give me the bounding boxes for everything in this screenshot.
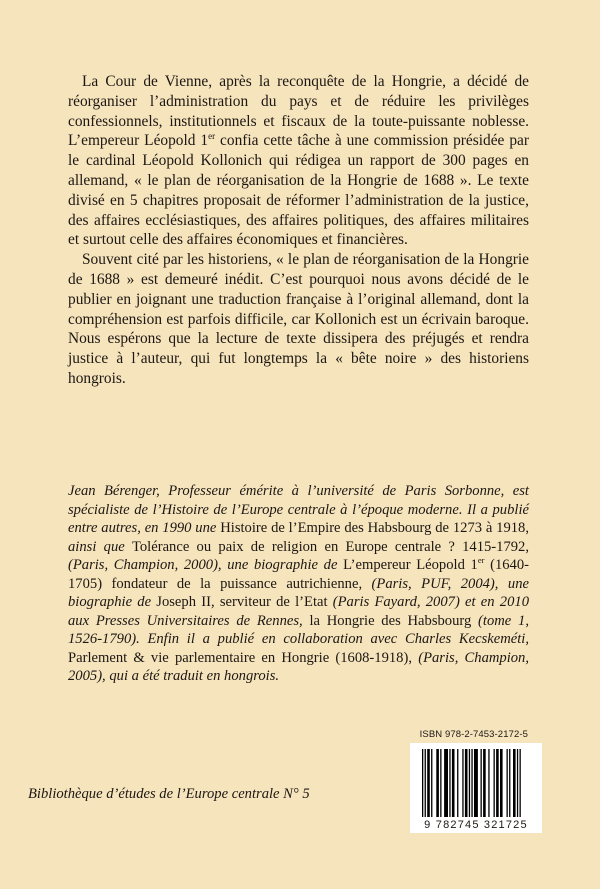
barcode-bar	[462, 749, 463, 817]
bio-text: (Paris Fayard, 2007) et en 2010 aux Presses Universitaires de Rennes,	[68, 594, 529, 629]
book-title: Parlement & vie parlementaire en Hongrie (1608-1918),	[68, 649, 412, 666]
barcode-bar	[513, 749, 516, 817]
barcode-bar	[469, 749, 470, 817]
author-biography	[68, 482, 529, 686]
barcode-bar	[422, 749, 423, 817]
barcode-bar	[517, 749, 518, 817]
bio-text: Jean Bérenger, Professeur émérite à l’université de Paris Sorbonne, est spécialiste de l’Histoire de l’Europe centrale à l’époque moderne. Il a publié entre autres, en 1990 une	[68, 483, 529, 536]
summary-text: confia cette tâche à une commission présidée par le cardinal Léopold Kollonich qui rédigea un rapport de 300 pages en allemand, « le plan de réorganisation de la Hongrie de 1688 ». Le texte divisé en 5 chapitres proposait de réformer l’administration de la justice, des affaires ecclésiastiques, des affaires politiques, des affaires militaires et surtout celle des affaires économiques et financières.	[68, 132, 529, 249]
isbn-label: ISBN 978-2-7453-2172-5	[419, 729, 528, 740]
barcode-bar	[449, 749, 450, 817]
barcode-bar	[471, 749, 472, 817]
bio-text: (Paris, PUF, 2004), une biographie de	[68, 575, 529, 610]
barcode-bar	[465, 749, 468, 817]
book-title: la Hongrie des Habsbourg	[309, 612, 472, 629]
barcode	[410, 743, 542, 833]
barcode-bar	[457, 749, 458, 817]
bio-text: (Paris, Champion, 2005), qui a été traduit en hongrois.	[68, 649, 530, 684]
barcode-bar	[488, 749, 489, 817]
barcode-bar	[425, 749, 426, 817]
summary-paragraph-1	[68, 72, 529, 250]
barcode-bar	[494, 749, 495, 817]
barcode-bar	[481, 749, 482, 817]
barcode-bar	[520, 749, 521, 817]
barcode-bar	[431, 749, 432, 817]
barcode-bar	[483, 749, 486, 817]
barcode-bar	[496, 749, 499, 817]
barcode-bar	[436, 749, 439, 817]
book-title: L’empereur Léopold 1	[343, 557, 478, 573]
barcode-bars	[422, 749, 530, 817]
barcode-bar	[440, 749, 441, 817]
barcode-bar	[509, 749, 510, 817]
series-title: Bibliothèque d’études de l’Europe centrale N° 5	[28, 786, 310, 802]
barcode-bar	[427, 749, 430, 817]
barcode-bar	[500, 749, 503, 817]
superscript: er	[477, 555, 485, 566]
book-summary	[68, 72, 529, 389]
barcode-digits: 9 782745 321725	[424, 819, 528, 831]
summary-paragraph-2: Souvent cité par les historiens, « le plan de réorganisation de la Hongrie de 1688 » est demeuré inédit. C’est pourquoi nous avons décidé de le publier en joignant une traduction française à l’original allemand, dont la compréhension est parfois difficile, car Kollonich est un écrivain baroque. Nous espérons que la lecture de texte dissipera des préjugés et rendra justice à l’auteur, qui fut longtemps la « bête noire » des historiens hongrois.	[68, 251, 529, 387]
bio-text: (Paris, Champion, 2000), une biographie de	[68, 557, 344, 573]
book-title: Joseph II, serviteur de l’Etat	[156, 594, 328, 610]
barcode-bar	[444, 749, 448, 817]
isbn-block	[410, 729, 540, 833]
book-title: Tolérance ou paix de religion en Europe centrale ? 1415-1792,	[131, 538, 529, 555]
superscript: er	[208, 131, 216, 142]
barcode-bar	[474, 749, 478, 817]
summary-text: La Cour de Vienne, après la reconquête de la Hongrie, a décidé de réorganiser l’administration du pays et de réduire les privilèges confessionnels, institutionnels et fiscaux de la toute-puissante noblesse. L’empereur Léopold 1	[68, 73, 529, 150]
book-title: (1640-1705) fondateur de la puissance autrichienne,	[68, 557, 529, 592]
barcode-bar	[452, 749, 455, 817]
book-title: Histoire de l’Empire des Habsbourg de 1273 à 1918,	[220, 520, 530, 536]
bio-text: ainsi que	[68, 538, 132, 555]
barcode-bar	[507, 749, 508, 817]
bio-text: (tome 1, 1526-1790). Enfin il a publié en collaboration avec Charles Kecskeméti,	[68, 612, 529, 647]
